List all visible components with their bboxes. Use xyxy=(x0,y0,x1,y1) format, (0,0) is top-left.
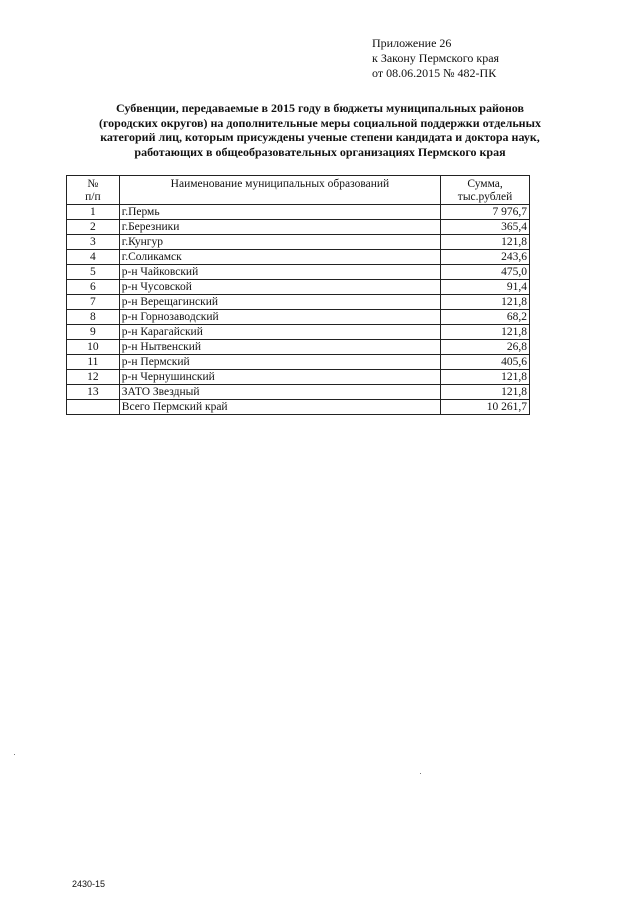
row-num-cell: 8 xyxy=(67,310,120,325)
row-num-cell: 10 xyxy=(67,340,120,355)
table-row xyxy=(67,295,530,310)
table-row xyxy=(67,370,530,385)
row-num-cell: 5 xyxy=(67,265,120,280)
header-name: Наименование муниципальных образований xyxy=(119,176,440,205)
row-name-cell: ЗАТО Звездный xyxy=(119,385,440,400)
row-sum-cell: 475,0 xyxy=(441,265,530,280)
table-row xyxy=(67,310,530,325)
appendix-line-3: от 08.06.2015 № 482-ПК xyxy=(372,66,497,80)
row-name-cell: г.Березники xyxy=(119,220,440,235)
row-num-cell: 6 xyxy=(67,280,120,295)
table-body xyxy=(67,205,530,400)
total-sum: 10 261,7 xyxy=(441,400,530,415)
header-num-line-1: № xyxy=(87,178,99,190)
title-line-3: категорий лиц, которым присуждены ученые степени кандидата и доктора наук, xyxy=(100,130,540,144)
title-line-4: работающих в общеобразовательных организациях Пермского края xyxy=(134,144,506,159)
row-num-cell: 2 xyxy=(67,220,120,235)
header-sum-line-2: тыс.рублей xyxy=(457,191,513,203)
row-sum-cell: 121,8 xyxy=(441,325,530,340)
total-label: Всего Пермский край xyxy=(119,400,440,415)
header-sum-line-1: Сумма, xyxy=(467,178,503,190)
title-line-2: (городских округов) на дополнительные меры социальной поддержки отдельных xyxy=(99,115,541,130)
row-sum-cell: 7 976,7 xyxy=(441,205,530,220)
row-name-cell: г.Соликамск xyxy=(119,250,440,265)
row-sum-cell: 121,8 xyxy=(441,295,530,310)
row-name-cell: р-н Нытвенский xyxy=(119,340,440,355)
appendix-header xyxy=(372,36,499,81)
table-row xyxy=(67,235,530,250)
row-num-cell: 7 xyxy=(67,295,120,310)
row-name-cell: р-н Верещагинский xyxy=(119,295,440,310)
appendix-line-1: Приложение 26 xyxy=(372,36,452,50)
row-sum-cell: 243,6 xyxy=(441,250,530,265)
row-num-cell: 11 xyxy=(67,355,120,370)
document-title xyxy=(60,101,580,159)
row-sum-cell: 121,8 xyxy=(441,385,530,400)
table-row xyxy=(67,205,530,220)
row-name-cell: р-н Пермский xyxy=(119,355,440,370)
subsidies-table xyxy=(66,175,530,415)
row-sum-cell: 26,8 xyxy=(441,340,530,355)
row-name-cell: р-н Чернушинский xyxy=(119,370,440,385)
row-sum-cell: 68,2 xyxy=(441,310,530,325)
row-num-cell: 3 xyxy=(67,235,120,250)
row-sum-cell: 121,8 xyxy=(441,370,530,385)
table-row xyxy=(67,340,530,355)
table-row xyxy=(67,265,530,280)
row-sum-cell: 91,4 xyxy=(441,280,530,295)
row-name-cell: г.Кунгур xyxy=(119,235,440,250)
document-code: 2430-15 xyxy=(72,879,106,889)
row-sum-cell: 365,4 xyxy=(441,220,530,235)
row-name-cell: р-н Чусовской xyxy=(119,280,440,295)
table-row xyxy=(67,280,530,295)
table-row xyxy=(67,220,530,235)
scan-speck xyxy=(14,754,15,755)
row-name-cell: р-н Карагайский xyxy=(119,325,440,340)
table-row xyxy=(67,355,530,370)
table-header-row xyxy=(67,176,530,205)
row-num-cell: 12 xyxy=(67,370,120,385)
row-num-cell: 13 xyxy=(67,385,120,400)
row-name-cell: р-н Горнозаводский xyxy=(119,310,440,325)
header-sum xyxy=(441,176,530,205)
row-sum-cell: 405,6 xyxy=(441,355,530,370)
total-num-cell xyxy=(67,400,120,415)
row-name-cell: р-н Чайковский xyxy=(119,265,440,280)
title-line-1: Субвенции, передаваемые в 2015 году в бюджеты муниципальных районов xyxy=(116,101,524,115)
row-sum-cell: 121,8 xyxy=(441,235,530,250)
header-num-line-2: п/п xyxy=(85,191,101,203)
table-total-row xyxy=(67,400,530,415)
table-row xyxy=(67,385,530,400)
row-num-cell: 4 xyxy=(67,250,120,265)
scan-speck xyxy=(420,773,421,774)
table-row xyxy=(67,250,530,265)
header-num xyxy=(67,176,120,205)
table-row xyxy=(67,325,530,340)
row-name-cell: г.Пермь xyxy=(119,205,440,220)
row-num-cell: 9 xyxy=(67,325,120,340)
appendix-line-2: к Закону Пермского края xyxy=(372,51,500,65)
row-num-cell: 1 xyxy=(67,205,120,220)
